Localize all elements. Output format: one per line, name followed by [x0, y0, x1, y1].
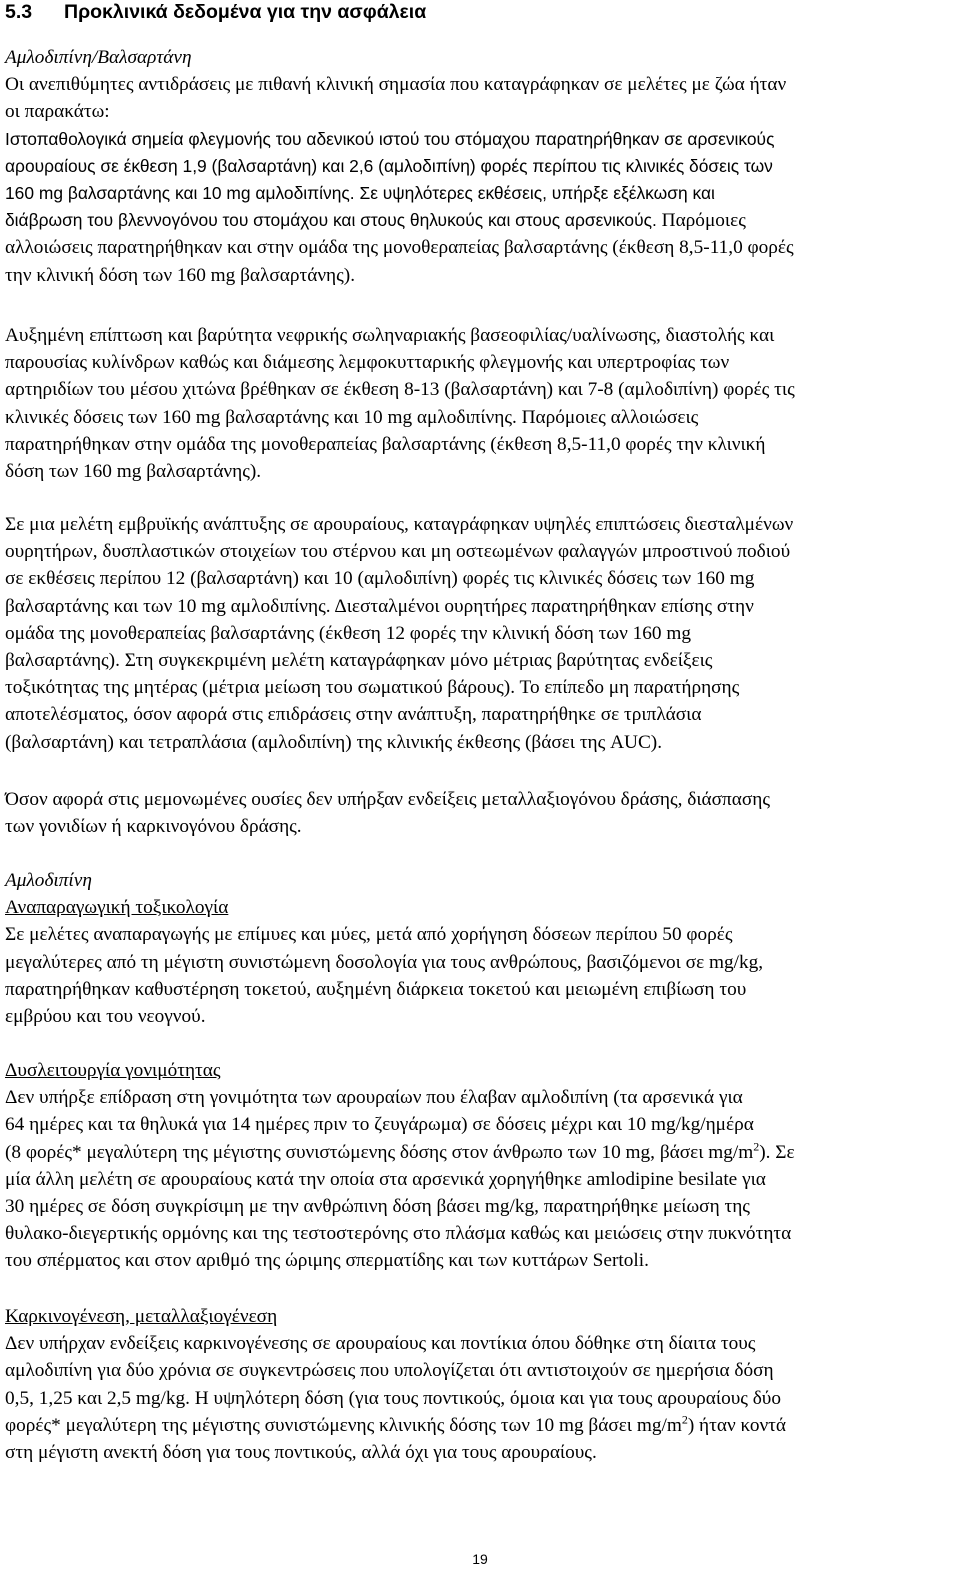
text-line: θυλακο-διεγερτικής ορμόνης και της τεστοστερόνης στο πλάσμα καθώς και μειώσεις στην πυκνότητα: [5, 1223, 792, 1245]
text-line: αποτελέσματος, όσον αφορά στις επιδράσεις στην ανάπτυξη, παρατηρήθηκε σε τριπλάσια: [5, 704, 702, 726]
text-line: αρουραίους σε έκθεση 1,9 (βαλσαρτάνη) και 2,6 (αμλοδιπίνη) φορές περίπου τις κλινικές δόσεις των: [5, 155, 773, 176]
text-line: Όσον αφορά στις μεμονωμένες ουσίες δεν υπήρξαν ενδείξεις μεταλλαξιογόνου δράσης, διάσπασης: [5, 789, 770, 810]
paragraph-reproductive-toxicology: [5, 867, 957, 1030]
text-span: ). Σε: [759, 1141, 795, 1163]
subheading-fertility: Δυσλειτουργία γονιμότητας: [5, 1060, 221, 1081]
text-line: Οι ανεπιθύμητες αντιδράσεις με πιθανή κλινική σημασία που καταγράφηκαν σε μελέτες με ζώα ήταν: [5, 74, 787, 96]
paragraph-carcinogenesis: [5, 1303, 957, 1466]
text-line: Αυξημένη επίπτωση και βαρύτητα νεφρικής σωληναριακής βασεοφιλίας/υαλίνωσης, διαστολής και: [5, 325, 775, 346]
text-line: [5, 1139, 957, 1166]
section-title: Προκλινικά δεδομένα για την ασφάλεια: [64, 1, 427, 23]
text-span: ) ήταν κοντά: [687, 1414, 787, 1436]
text-line: του σπέρματος και στον αριθμό της ώριμης σπερματίδης και των κυττάρων Sertoli.: [5, 1250, 649, 1272]
superscript: 2: [681, 1412, 688, 1427]
text-line: δόση των 160 mg βαλσαρτάνης).: [5, 461, 262, 483]
paragraph-renal-findings: [5, 322, 957, 485]
text-line: παρουσίας κυλίνδρων καθώς και διάμεσης λεμφοκυτταρικής φλεγμονής και υπερτροφίας των: [5, 352, 730, 374]
text-span: (8 φορές* μεγαλύτερη της μέγιστης συνιστώμενης δόσης στον άνθρωπο των 10 mg, βάσει mg/m: [5, 1141, 754, 1163]
subheading-carcinogenesis: Καρκινογένεση, μεταλλαξιογένεση: [5, 1306, 278, 1327]
text-line: αλλοιώσεις παρατηρήθηκαν και στην ομάδα της μονοθεραπείας βαλσαρτάνης (έκθεση 8,5-11,0 φορές: [5, 237, 794, 259]
paragraph-embryo-development: [5, 511, 957, 756]
text-span: Παρόμοιες: [661, 210, 746, 232]
text-line: κλινικές δόσεις των 160 mg βαλσαρτάνης και 10 mg αμλοδιπίνης. Παρόμοιες αλλοιώσεις: [5, 406, 699, 428]
text-line: Δεν υπήρχαν ενδείξεις καρκινογένεσης σε αρουραίους και ποντίκια όπου δόθηκε στη δίαιτα τους: [5, 1333, 756, 1355]
text-line: Σε μελέτες αναπαραγωγής με επίμυες και μύες, μετά από χορήγηση δόσεων περίπου 50 φορές: [5, 924, 733, 946]
text-line: τοξικότητας της μητέρας (μέτρια μείωση του σωματικού βάρους). Το επίπεδο μη παρατήρησης: [5, 677, 740, 699]
section-number: 5.3: [5, 1, 33, 23]
text-line: παρατηρήθηκαν καθυστέρηση τοκετού, αυξημένη διάρκεια τοκετού και μειωμένη επιβίωση του: [5, 978, 747, 1000]
text-line: βαλσαρτάνης). Στη συγκεκριμένη μελέτη καταγράφηκαν μόνο μέτριας βαρύτητας ενδείξεις: [5, 650, 713, 672]
subheading-amlodipine: Αμλοδιπίνη: [5, 870, 92, 891]
text-line: ουρητήρων, δυσπλαστικών στοιχείων του στέρνου και μη οστεωμένων φαλαγγών μπροστινού ποδιού: [5, 541, 791, 563]
text-line: την κλινική δόση των 160 mg βαλσαρτάνης).: [5, 264, 356, 286]
text-line: 64 ημέρες και τα θηλυκά για 14 ημέρες πριν το ζευγάρωμα) σε δόσεις μέχρι και 10 mg/kg/ημέρα: [5, 1114, 754, 1136]
text-line: εμβρύου και του νεογνού.: [5, 1006, 206, 1028]
section-heading: [5, 0, 426, 24]
text-line: 30 ημέρες σε δόση συγκρίσιμη με την ανθρώπινη δόση βάσει mg/kg, παρατηρήθηκε μείωση της: [5, 1196, 750, 1218]
subheading-reproductive-toxicology: Αναπαραγωγική τοξικολογία: [5, 897, 229, 919]
text-span: 160 mg βαλσαρτάνης και 10 mg αμλοδιπίνης.: [5, 183, 355, 204]
text-line: 0,5, 1,25 και 2,5 mg/kg. Η υψηλότερη δόση (για τους ποντικούς, όμοια και για τους αρουραίους δύο: [5, 1387, 781, 1409]
text-line: μία άλλη μελέτη σε αρουραίους κατά την οποία στα αρσενικά χορηγήθηκε amlodipine besilate για: [5, 1168, 766, 1190]
text-line: βαλσαρτάνης και των 10 mg αμλοδιπίνης. Διεσταλμένοι ουρητήρες παρατηρήθηκαν επίσης στην: [5, 595, 754, 617]
text-line: [5, 1412, 957, 1439]
text-line: αμλοδιπίνη για δύο χρόνια σε συγκεντρώσεις που υπολογίζεται ότι αντιστοιχούν σε ημερήσια δόση: [5, 1360, 774, 1382]
text-line: μεγαλύτερες από τη μέγιστη συνιστώμενη δοσολογία για τους ανθρώπους, βασιζόμενοι σε mg/kg,: [5, 951, 764, 973]
text-line: των γονιδίων ή καρκινογόνου δράσης.: [5, 816, 302, 838]
subheading-amlodipine-valsartan: Αμλοδιπίνη/Βαλσαρτάνη: [5, 47, 192, 68]
text-line: Σε μια μελέτη εμβρυϊκής ανάπτυξης σε αρουραίους, καταγράφηκαν υψηλές επιπτώσεις διεσταλμένων: [5, 514, 794, 535]
text-line: παρατηρήθηκαν στην ομάδα της μονοθεραπείας βαλσαρτάνης (έκθεση 8,5-11,0 φορές την κλινική: [5, 433, 766, 455]
text-line: ομάδα της μονοθεραπείας βαλσαρτάνης (έκθεση 12 φορές την κλινική δόση των 160 mg: [5, 622, 692, 644]
text-span: διάβρωση του βλεννογόνου του στομάχου και στους θηλυκούς και στους αρσενικούς.: [5, 210, 657, 231]
paragraph-fertility: [5, 1057, 957, 1275]
text-span: Σε υψηλότερες εκθέσεις, υπήρξε εξέλκωση και: [359, 183, 715, 204]
text-line: σε εκθέσεις περίπου 12 (βαλσαρτάνη) και 10 (αμλοδιπίνη) φορές τις κλινικές δόσεις των 160 mg: [5, 568, 755, 590]
paragraph-mutagenicity: [5, 786, 957, 840]
page-number: 19: [472, 1551, 488, 1567]
text-line: στη μέγιστη ανεκτή δόση για τους ποντικούς, αλλά όχι για τους αρουραίους.: [5, 1442, 597, 1464]
text-line: [5, 207, 957, 234]
text-line: οι παρακάτω:: [5, 101, 110, 123]
text-line: αρτηριδίων του μέσου χιτώνα βρέθηκαν σε έκθεση 8-13 (βαλσαρτάνη) και 7-8 (αμλοδιπίνη) φορές τις: [5, 379, 795, 401]
text-line: [5, 180, 957, 207]
paragraph-amlodipine-valsartan: [5, 44, 957, 289]
text-line: Δεν υπήρξε επίδραση στη γονιμότητα των αρουραίων που έλαβαν αμλοδιπίνη (τα αρσενικά για: [5, 1087, 743, 1109]
text-line: (βαλσαρτάνη) και τετραπλάσια (αμλοδιπίνη) της κλινικής έκθεσης (βάσει της AUC).: [5, 731, 663, 753]
superscript: 2: [753, 1139, 760, 1154]
text-span: φορές* μεγαλύτερη της μέγιστης συνιστώμενης κλινικής δόσης των 10 mg βάσει mg/m: [5, 1414, 682, 1436]
text-line: Ιστοπαθολογικά σημεία φλεγμονής του αδενικού ιστού του στόμαχου παρατηρήθηκαν σε αρσενικούς: [5, 128, 775, 149]
